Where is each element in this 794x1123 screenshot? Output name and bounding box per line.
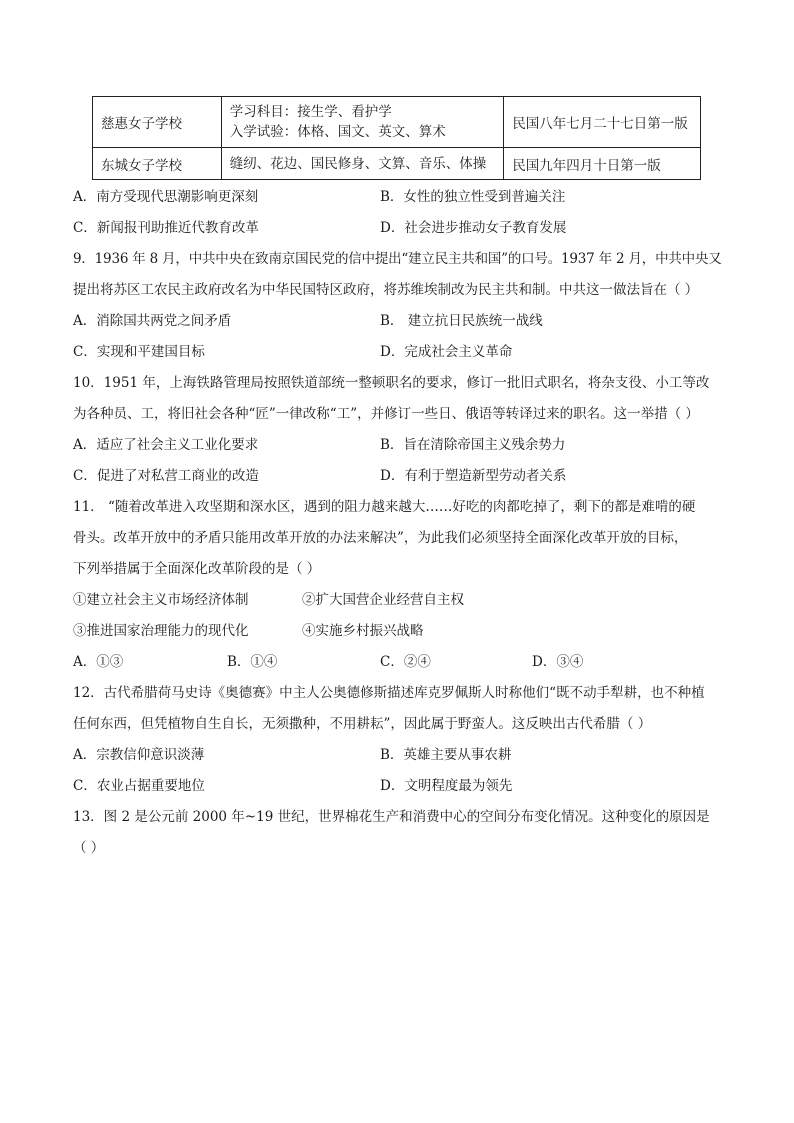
school-name-cell: 慈惠女子学校: [93, 97, 222, 148]
q9-option-a: A．消除国共两党之间矛盾: [73, 313, 232, 329]
q13-stem-line: （ ）: [73, 840, 105, 856]
q10-option-b: B．旨在清除帝国主义残余势力: [380, 437, 566, 453]
subjects-cell: [221, 97, 504, 148]
q10-stem-line: 10．1951 年，上海铁路管理局按照铁道部统一整顿职名的要求，修订一批旧式职名，将杂支役、小工等改: [73, 375, 710, 391]
q11-item-2: ②扩大国营企业经营自主权: [302, 592, 464, 608]
table-row: [93, 148, 701, 180]
q11-stem-line: 11． “随着改革进入攻坚期和深水区，遇到的阻力越来越大……好吃的肉都吃掉了，剩下的都是难啃的硬: [73, 499, 696, 515]
q11-option-b: B．①④: [227, 654, 278, 670]
school-table: [92, 96, 701, 180]
subjects-cell: 缝纫、花边、国民修身、文算、音乐、体操: [221, 148, 504, 180]
q8-option-a: A．南方受现代思潮影响更深刻: [73, 189, 259, 205]
q9-option-d: D．完成社会主义革命: [380, 344, 513, 360]
q9-stem-line: 9．1936 年 8 月，中共中央在致南京国民党的信中提出“建立民主共和国”的口号。1937 年 2 月，中共中央又: [73, 251, 722, 267]
q11-option-c: C．②④: [380, 654, 431, 670]
q10-stem-line: 为各种员、工，将旧社会各种“匠”一律改称“工”，并修订一些日、俄语等转译过来的职名。这一举措（ ）: [73, 406, 699, 422]
q12-option-d: D．文明程度最为领先: [380, 778, 513, 794]
table-row: [93, 97, 701, 148]
date-cell: 民国九年四月十日第一版: [504, 148, 701, 180]
q10-option-a: A．适应了社会主义工业化要求: [73, 437, 259, 453]
q11-item-3: ③推进国家治理能力的现代化: [73, 623, 249, 639]
q9-option-b: B． 建立抗日民族统一战线: [380, 313, 543, 329]
q9-stem-line: 提出将苏区工农民主政府改名为中华民国特区政府，将苏维埃制改为民主共和制。中共这一做法旨在（ ）: [73, 282, 699, 298]
q11-stem-line: 下列举措属于全面深化改革阶段的是（ ）: [73, 561, 321, 577]
q11-option-d: D．③④: [532, 654, 584, 670]
q12-option-b: B．英雄主要从事农耕: [380, 747, 512, 763]
school-name-cell: 东城女子学校: [93, 148, 222, 180]
q12-option-c: C．农业占据重要地位: [73, 778, 205, 794]
q10-option-c: C．促进了对私营工商业的改造: [73, 468, 259, 484]
subjects-line: 学习科目：接生学、看护学: [229, 104, 392, 120]
q11-option-a: A．①③: [73, 654, 124, 670]
q13-stem-line: 13．图 2 是公元前 2000 年~19 世纪，世界棉花生产和消费中心的空间分布变化情况。这种变化的原因是: [73, 809, 710, 825]
date-cell: 民国八年七月二十七日第一版: [504, 97, 701, 148]
subjects-line: 入学试验：体格、国文、英文、算术: [229, 124, 446, 140]
q12-stem-line: 12．古代希腊荷马史诗《奥德赛》中主人公奥德修斯描述库克罗佩斯人时称他们“既不动手犁耕，也不种植: [73, 685, 705, 701]
q9-option-c: C．实现和平建国目标: [73, 344, 205, 360]
q8-option-c: C．新闻报刊助推近代教育改革: [73, 220, 259, 236]
q10-option-d: D．有利于塑造新型劳动者关系: [380, 468, 567, 484]
q11-item-1: ①建立社会主义市场经济体制: [73, 592, 249, 608]
q12-option-a: A．宗教信仰意识淡薄: [73, 747, 205, 763]
q11-item-4: ④实施乡村振兴战略: [302, 623, 424, 639]
q8-option-b: B．女性的独立性受到普遍关注: [380, 189, 566, 205]
q8-option-d: D．社会进步推动女子教育发展: [380, 220, 567, 236]
q12-stem-line: 任何东西，但凭植物自生自长，无须撒种，不用耕耘”，因此属于野蛮人。这反映出古代希腊（ ）: [73, 716, 652, 732]
q11-stem-line: 骨头。改革开放中的矛盾只能用改革开放的办法来解决”，为此我们必须坚持全面深化改革开放的目标，: [73, 530, 688, 546]
